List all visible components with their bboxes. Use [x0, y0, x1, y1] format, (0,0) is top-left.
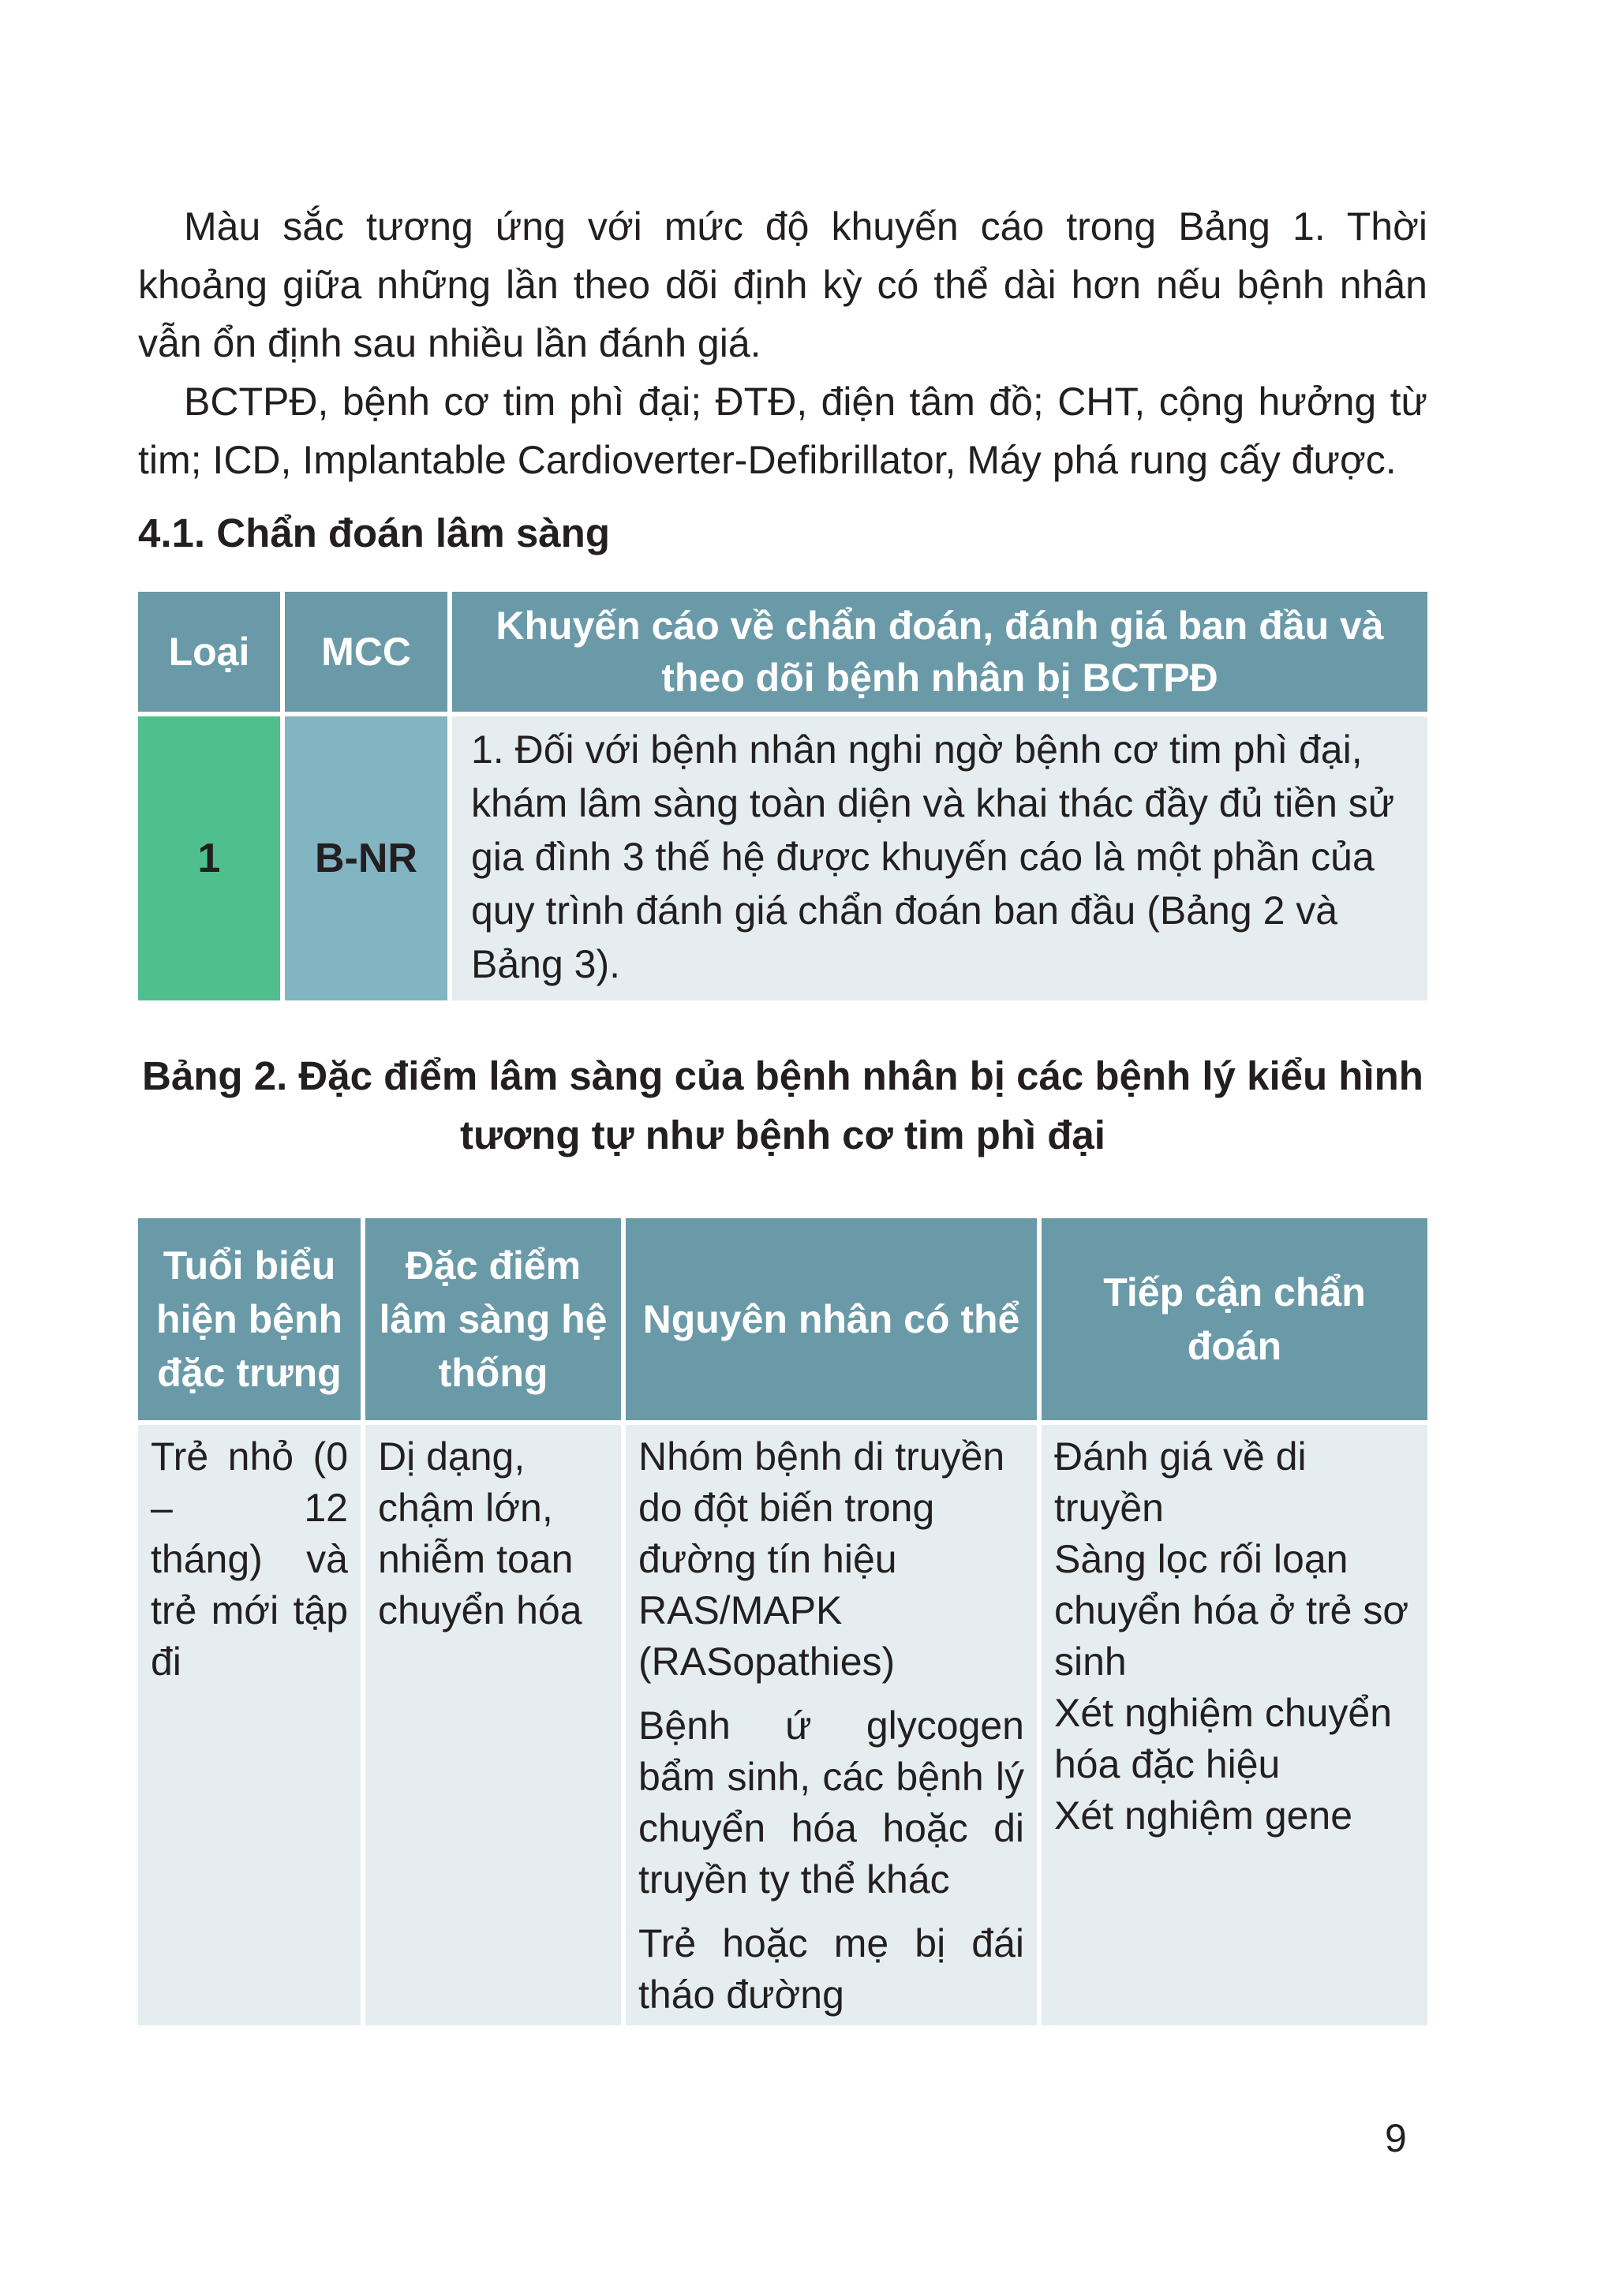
cause-item: Nhóm bệnh di truyền do đột biến trong đường tín hiệu RAS/MAPK (RASopathies): [638, 1434, 1005, 1684]
cause-item: Trẻ hoặc mẹ bị đái tháo đường: [638, 1921, 1024, 2017]
mcc-value: B-NR: [285, 716, 447, 1000]
header-causes: Nguyên nhân có thể: [626, 1218, 1037, 1420]
header-recommendation: Khuyến cáo về chẩn đoán, đánh giá ban đầu và theo dõi bệnh nhân bị BCTPĐ: [452, 592, 1427, 712]
clinical-text: Dị dạng, chậm lớn, nhiễm toan chuyển hóa: [378, 1434, 582, 1632]
age-text: Trẻ nhỏ (0 – 12 tháng) và trẻ mới tập đi: [151, 1434, 348, 1684]
section-heading: 4.1. Chẩn đoán lâm sàng: [138, 510, 610, 555]
recommendation-table: [133, 587, 1432, 1005]
approach-cell: [1042, 1425, 1427, 2025]
intro-paragraph-1: Màu sắc tương ứng với mức độ khuyến cáo trong Bảng 1. Thời khoảng giữa những lần theo dõi định kỳ có thể dài hơn nếu bệnh nhân vẫn ổn định sau nhiều lần đánh giá.: [138, 204, 1427, 365]
page-number: 9: [1385, 2116, 1407, 2160]
table-row: [138, 1425, 1427, 2025]
header-clinical: Đặc điểm lâm sàng hệ thống: [365, 1218, 621, 1420]
approach-item: Xét nghiệm chuyển hóa đặc hiệu: [1054, 1691, 1393, 1786]
header-loai: Loại: [138, 592, 280, 712]
causes-cell: [626, 1425, 1037, 2025]
page-content: [138, 197, 1427, 2030]
recommendation-text: 1. Đối với bệnh nhân nghi ngờ bệnh cơ tim phì đại, khám lâm sàng toàn diện và khai thác đầy đủ tiền sử gia đình 3 thế hệ được khuyến cáo là một phần của quy trình đánh giá chẩn đoán ban đầu (Bảng 2 và Bảng 3).: [452, 716, 1427, 1000]
recommendation-row: [138, 716, 1427, 1000]
abbreviations-paragraph: BCTPĐ, bệnh cơ tim phì đại; ĐTĐ, điện tâm đồ; CHT, cộng hưởng từ tim; ICD, Implantable Cardioverter-Defibrillator, Máy phá rung cấy được.: [138, 380, 1427, 482]
approach-item: Đánh giá về di truyền: [1054, 1434, 1307, 1530]
clinical-cell: [365, 1425, 621, 2025]
age-cell: [138, 1425, 361, 2025]
header-age: Tuổi biểu hiện bệnh đặc trưng: [138, 1218, 361, 1420]
table-2: [133, 1213, 1432, 2030]
approach-item: Sàng lọc rối loạn chuyển hóa ở trẻ sơ sinh: [1054, 1537, 1409, 1684]
approach-item: Xét nghiệm gene: [1054, 1793, 1353, 1838]
table-2-title: Bảng 2. Đặc điểm lâm sàng của bệnh nhân bị các bệnh lý kiểu hình tương tự như bệnh cơ tim phì đại: [142, 1053, 1423, 1157]
cause-item: Bệnh ứ glycogen bẩm sinh, các bệnh lý chuyển hóa hoặc di truyền ty thể khác: [638, 1703, 1024, 1901]
header-mcc: MCC: [285, 592, 447, 712]
header-approach: Tiếp cận chẩn đoán: [1042, 1218, 1427, 1420]
loai-value: 1: [138, 716, 280, 1000]
